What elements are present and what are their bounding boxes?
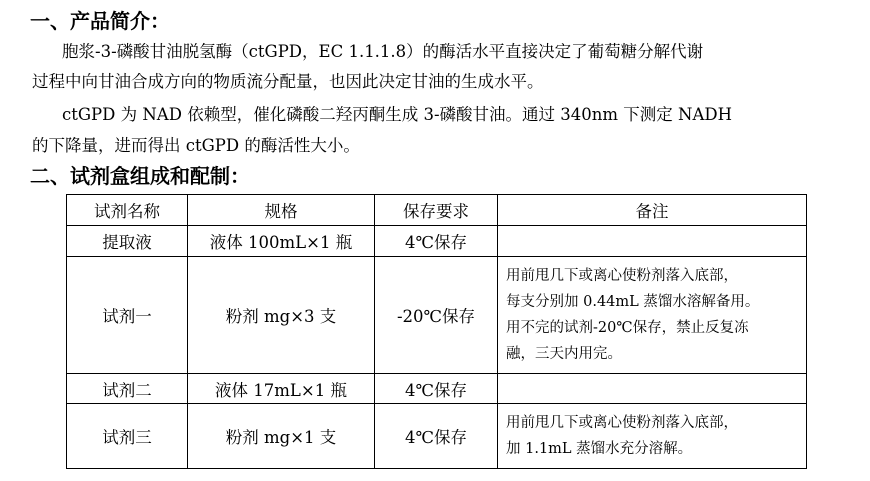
note-line: 用前甩几下或离心使粉剂落入底部， — [506, 415, 738, 431]
reagent-name: 试剂三 — [67, 404, 188, 469]
reagent-spec: 液体 100mL×1 瓶 — [188, 226, 375, 257]
reagent-storage: 4℃保存 — [375, 374, 498, 404]
reagent-name: 提取液 — [67, 226, 188, 257]
reagent-name: 试剂二 — [67, 374, 188, 404]
reagent-name: 试剂一 — [67, 257, 188, 374]
reagent-notes — [498, 226, 807, 257]
reagent-spec: 粉剂 mg×1 支 — [188, 404, 375, 469]
reagent-notes — [498, 374, 807, 404]
col-header-spec: 规格 — [188, 195, 375, 226]
reagent-storage: 4℃保存 — [375, 404, 498, 469]
table-row — [67, 257, 807, 374]
table-row — [67, 226, 807, 257]
col-header-name: 试剂名称 — [67, 195, 188, 226]
section1-heading: 一、产品简介： — [30, 9, 170, 33]
note-line: 用前甩几下或离心使粉剂落入底部， — [506, 268, 738, 284]
reagent-notes — [498, 404, 807, 469]
intro-line-1: 胞浆-3-磷酸甘油脱氢酶（ctGPD，EC 1.1.1.8）的酶活水平直接决定了葡萄糖分解代谢 — [62, 42, 704, 61]
note-line: 融，三天内用完。 — [506, 346, 622, 362]
note-line: 加 1.1mL 蒸馏水充分溶解。 — [506, 441, 693, 457]
reagent-notes — [498, 257, 807, 374]
col-header-storage: 保存要求 — [375, 195, 498, 226]
table-header-row — [67, 195, 807, 226]
reagent-storage: -20℃保存 — [375, 257, 498, 374]
reagent-spec: 液体 17mL×1 瓶 — [188, 374, 375, 404]
col-header-notes: 备注 — [498, 195, 807, 226]
intro-line-3: ctGPD 为 NAD 依赖型，催化磷酸二羟丙酮生成 3-磷酸甘油。通过 340nm 下测定 NADH — [62, 105, 732, 124]
intro-line-2: 过程中向甘油合成方向的物质流分配量，也因此决定甘油的生成水平。 — [32, 72, 544, 91]
reagent-storage: 4℃保存 — [375, 226, 498, 257]
note-line: 用不完的试剂-20℃保存，禁止反复冻 — [506, 320, 749, 336]
reagent-spec: 粉剂 mg×3 支 — [188, 257, 375, 374]
intro-line-4: 的下降量，进而得出 ctGPD 的酶活性大小。 — [32, 136, 360, 155]
reagent-table — [66, 194, 807, 469]
table-row — [67, 404, 807, 469]
section2-heading: 二、试剂盒组成和配制： — [30, 164, 250, 188]
table-row — [67, 374, 807, 404]
note-line: 每支分别加 0.44mL 蒸馏水溶解备用。 — [506, 294, 760, 310]
